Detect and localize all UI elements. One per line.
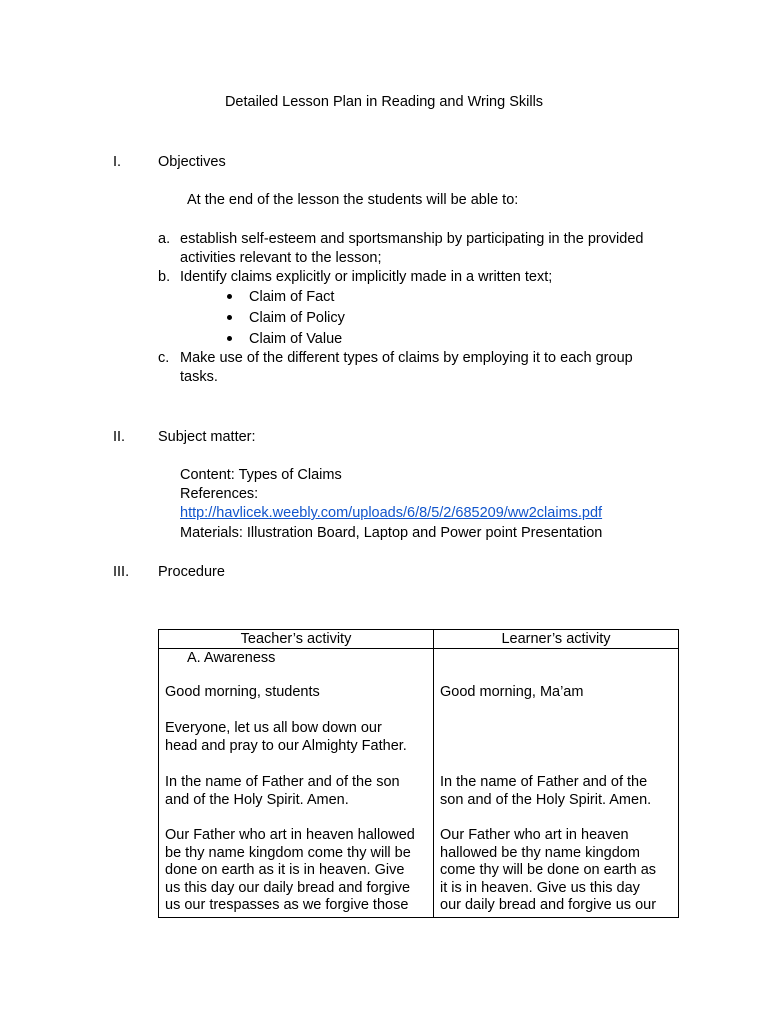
objective-a-line-1: establish self-esteem and sportsmanship by participating in the provided <box>180 231 644 247</box>
objective-marker-a: a. <box>158 231 171 247</box>
teacher-line: Everyone, let us all bow down our <box>165 720 382 736</box>
bullet-icon <box>227 294 232 299</box>
bullet-icon <box>227 315 232 320</box>
objective-b-line-1: Identify claims explicitly or implicitly made in a written text; <box>180 269 553 285</box>
objective-c-line-1: Make use of the different types of claims by employing it to each group <box>180 350 633 366</box>
teacher-line: In the name of Father and of the son <box>165 774 400 790</box>
claim-type-policy: Claim of Policy <box>249 310 345 326</box>
section-heading-objectives: Objectives <box>158 154 226 170</box>
teacher-line: and of the Holy Spirit. Amen. <box>165 792 349 808</box>
learner-line: son and of the Holy Spirit. Amen. <box>440 792 652 808</box>
objective-marker-c: c. <box>158 350 170 366</box>
reference-link[interactable]: http://havlicek.weebly.com/uploads/6/8/5/2/685209/ww2claims.pdf <box>180 505 603 521</box>
claim-type-fact: Claim of Fact <box>249 289 335 305</box>
learner-activity-cell <box>434 649 679 918</box>
learner-line: Good morning, Ma’am <box>440 684 584 700</box>
teacher-line: us our trespasses as we forgive those <box>165 897 409 913</box>
procedure-table <box>158 629 679 918</box>
section-heading-subject-matter: Subject matter: <box>158 429 256 445</box>
learner-line: come thy will be done on earth as <box>440 862 657 878</box>
learner-activity-header: Learner’s activity <box>434 630 679 649</box>
teacher-line: be thy name kingdom come thy will be <box>165 845 411 861</box>
objectives-intro: At the end of the lesson the students will be able to: <box>187 192 519 208</box>
teacher-line: head and pray to our Almighty Father. <box>165 738 407 754</box>
teacher-line: done on earth as it is in heaven. Give <box>165 862 405 878</box>
references-label: References: <box>180 486 259 502</box>
learner-line: In the name of Father and of the <box>440 774 648 790</box>
document-title: Detailed Lesson Plan in Reading and Wring Skills <box>224 94 544 110</box>
teacher-activity-header: Teacher’s activity <box>159 630 434 649</box>
materials-line: Materials: Illustration Board, Laptop and Power point Presentation <box>180 525 603 541</box>
learner-line: our daily bread and forgive us our <box>440 897 657 913</box>
learner-line: hallowed be thy name kingdom <box>440 845 640 861</box>
objective-a-line-2: activities relevant to the lesson; <box>180 250 382 266</box>
objective-c-line-2: tasks. <box>180 369 218 385</box>
section-heading-procedure: Procedure <box>158 564 225 580</box>
section-numeral-1: I. <box>113 154 122 170</box>
learner-line: it is in heaven. Give us this day <box>440 880 640 896</box>
bullet-icon <box>227 336 232 341</box>
learner-line: Our Father who art in heaven <box>440 827 629 843</box>
claim-type-value: Claim of Value <box>249 331 343 347</box>
teacher-line: Good morning, students <box>165 684 320 700</box>
content-line: Content: Types of Claims <box>180 467 342 483</box>
objective-marker-b: b. <box>158 269 171 285</box>
teacher-activity-cell <box>159 649 434 918</box>
section-numeral-2: II. <box>113 429 126 445</box>
awareness-subheading: A. Awareness <box>187 650 276 666</box>
teacher-line: Our Father who art in heaven hallowed <box>165 827 415 843</box>
teacher-line: us this day our daily bread and forgive <box>165 880 411 896</box>
section-numeral-3: III. <box>113 564 130 580</box>
